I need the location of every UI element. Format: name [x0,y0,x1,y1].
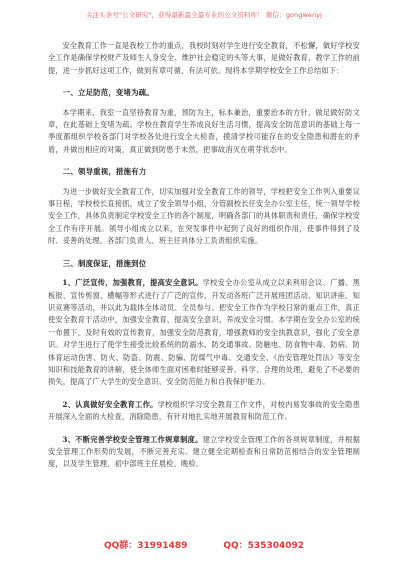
footer-qq-group: QQ群：31991489 [103,541,188,551]
footer-contact [0,538,408,551]
section3-item2 [48,399,360,424]
section2-title: 二、领导重视，措施有力 [62,167,147,177]
section3-item3-label: 3、不断完善学校安全管理工作规章制度。 [62,434,203,444]
intro-paragraph: 安全教育工作一直是我校工作的重点，我校时刻对学生进行安全教育，不松懈，做好学校安全工作是确保学校财产及师生人身安全、维护社会稳定的头等大事，是做好教育、教学工作的前提，进一步抓好这项工作，做到有章可循，有法可依。现将本学期学校安全工作总结如下： [48,41,360,75]
section3-item1-label: 1、广泛宣传，加强教育，提高安全意识。 [62,278,203,288]
section3-title: 三、制度保证，措施到位 [62,258,147,268]
article-body [48,40,360,471]
section3-item1-text: 学校安全办公室从成立以来利用会议、广播、黑板报、宣传剪窗、横幅等形式进行了广泛的宣传，开发动各班广泛开展班团活动、知识讲座、知识竞赛等活动，并以此为载体全体动员、全员参与。把安全工作作为学校日常的重点工作，真正使安全教育于活动中，加强安全教育，提高安全意识，养成安全习惯。本学期在安全办公室的统一布置下，及时有效的宣传教育，加强安全防范教育，增强教师的安全执教意识，强化了安全意识。对学生进行了使学生接受比较系统的防溺水、防交通事故、防触电、防食物中毒、防病、防体育运动伤害、防火、防盗、防震、防骗、防煤气中毒、交通安全、《治安管理处罚法》等安全知识和技能教育的讲解，使全体师生面对困难时能够妥善、科学、合理的处理，避免了不必要的损失，提高了广大学生的安全意识、安全防范能力和自我保护能力。 [48,278,360,387]
section1-title: 一、立足防范，变堵为疏。 [62,88,154,98]
section1-paragraph: 本学期来，我室一直坚持教育为重，预防为主，标本兼治，重要治本的方针，做足做好防文章，在此基础上变堵为疏。学校在教育学生养成良好生活习惯，提高安全防范意识的基础上每一季度都组织学校各部门对学校各处进行安全大检查，摸清学校可能存在的安全隐患和潜在的矛盾，并做出相应的对策，真正做到防患于未然，把事故消灭在萌芽状态中。 [48,107,360,154]
section3-item3-text: 建立学校安全管理工作的各项规章制度，并根据安全管理工作形势的发展，不断完善充实。建立健全定期检查和日常防范相结合的安全管理制度，以及学生管理、初中部班主任晨检、晚检、 [48,434,360,469]
section3-item1 [48,277,360,389]
header-banner: 关注头条号"公文研究"，获得最新最全最专业的公文资料库！ 微信：gongwenyj [85,11,323,19]
footer-qq: QQ：535304092 [223,541,305,551]
section3-item2-label: 2、认真做好安全教育工作。 [62,399,158,409]
section2-paragraph: 为进一步做好安全教育工作，切实加强对安全教育工作的领导，学校把安全工作列入重要议事日程，学校校长直接抓，成立了安全领导小组，分管副校长任安全办公室主任，统一领导学校安全工作，具体负责制定学校安全工作的各个制度，明确各部门的具体职责和责任，确保学校安全工作有序开展。领导小组成立以来，在突发事件中起到了良好的组织作用，使事件得到了及时、妥善的处理。各部门负责人、班主任具体分工负责组织实施。 [48,186,360,246]
section3-item2-text: 学校组织学习安全教育工作文件，对校内易发事故的安全隐患开展深入全面的大检查，消除隐患，有针对地扎实地开展教育和防范工作。 [48,399,360,422]
section3-item3 [48,434,360,471]
